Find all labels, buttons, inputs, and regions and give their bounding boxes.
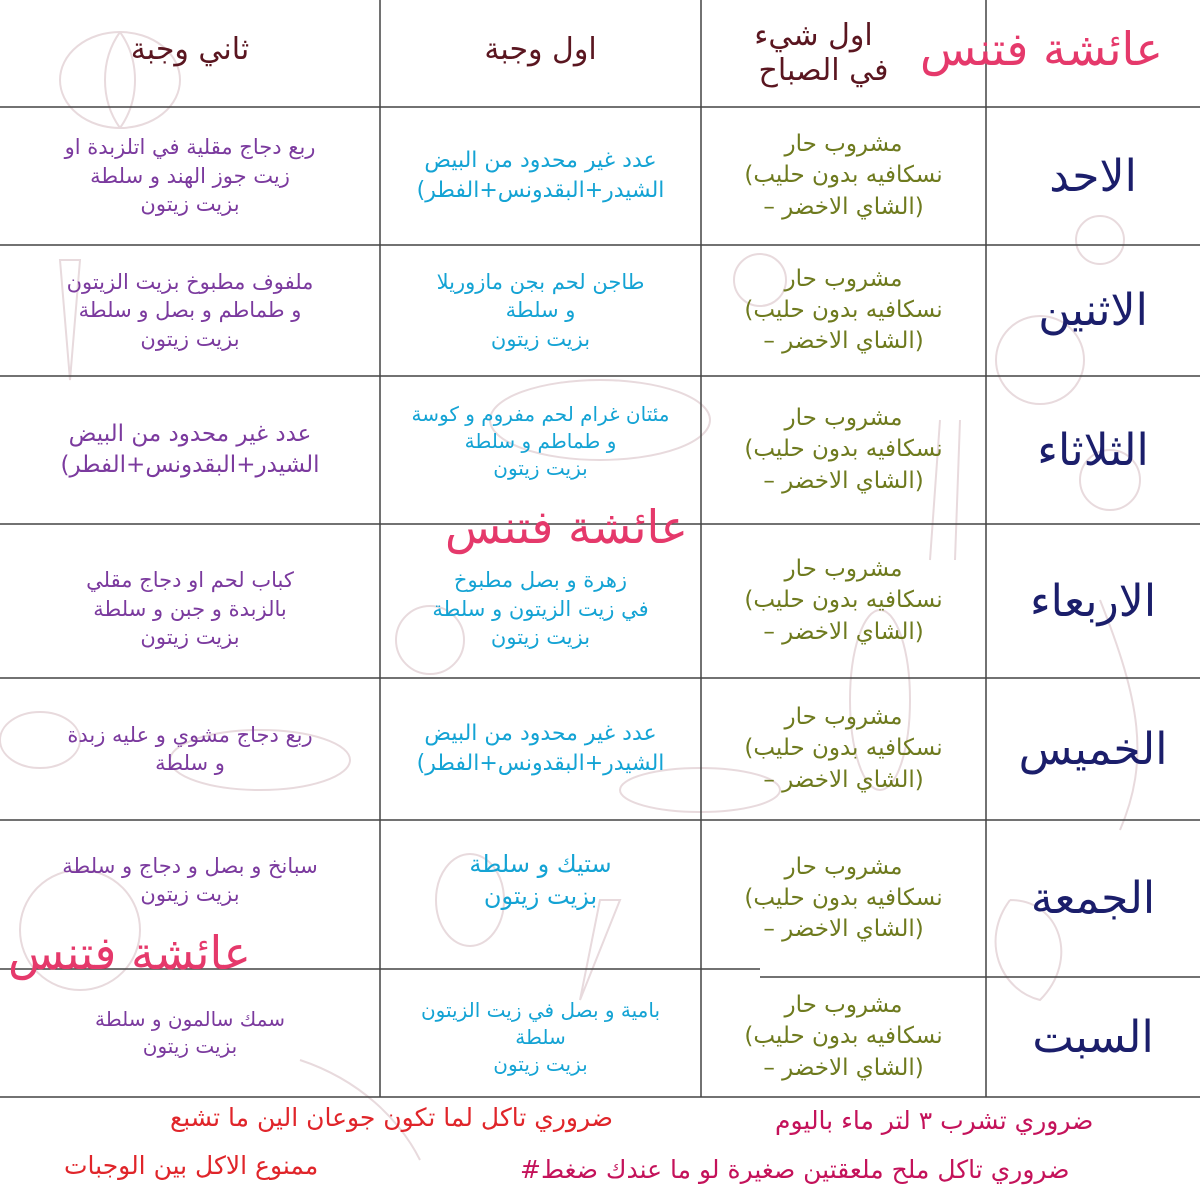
meal-line: زيت جوز الهند و سلطة <box>90 163 290 188</box>
header-morning-line: في الصباح <box>758 52 889 88</box>
meal-line: عدد غير محدود من البيض <box>424 148 657 174</box>
meal-line: بامية و بصل في زيت الزيتون <box>420 997 661 1022</box>
day-name: الاربعاء <box>1029 575 1157 627</box>
meal-line: الشيدر+البقدونس+الفطر) <box>60 452 320 478</box>
first-meal-sunday <box>380 107 701 245</box>
morning-line: مشروب حار <box>784 992 903 1019</box>
brand-logo-middle: عائشة فتنس <box>445 500 688 554</box>
meal-line: بزيت زيتون <box>493 455 588 480</box>
note-eat-when-hungry: ضروري تاكل لما تكون جوعان الين ما تشبع <box>170 1103 614 1132</box>
day-name: الخميس <box>1018 723 1168 775</box>
morning-line: (الشاي الاخضر – <box>763 916 924 943</box>
first-meal-thursday <box>380 678 701 820</box>
morning-line: مشروب حار <box>784 405 903 432</box>
meal-line: و سلطة <box>155 751 225 775</box>
morning-drink-sunday <box>701 107 986 245</box>
header-second-meal <box>0 0 380 100</box>
header-second-meal-label: ثاني وجبة <box>130 31 250 67</box>
meal-line: و طماطم و بصل و سلطة <box>78 298 302 323</box>
meal-line: سمك سالمون و سلطة <box>95 1007 285 1031</box>
first-meal-friday <box>380 820 701 940</box>
morning-line: مشروب حار <box>784 556 903 583</box>
morning-drink-thursday <box>701 678 986 820</box>
day-name-sunday <box>986 107 1200 245</box>
meal-line: عدد غير محدود من البيض <box>424 721 657 747</box>
morning-line: (الشاي الاخضر – <box>763 193 924 220</box>
first-meal-monday <box>380 245 701 376</box>
meal-line: ربع دجاج مقلية في اتلزبدة او <box>64 135 316 160</box>
second-meal-friday <box>0 820 380 940</box>
meal-line: بزيت زيتون <box>140 192 240 217</box>
meal-line: كباب لحم او دجاج مقلي <box>86 568 294 593</box>
day-name-tuesday <box>986 376 1200 524</box>
header-morning-line: اول شيء <box>754 18 873 53</box>
morning-line: نسكافيه بدون حليب) <box>744 1023 943 1050</box>
meal-line: بزيت زيتون <box>142 1034 238 1058</box>
morning-line: نسكافيه بدون حليب) <box>744 162 943 189</box>
morning-line: نسكافيه بدون حليب) <box>744 884 943 911</box>
meal-line: بزيت زيتون <box>490 625 591 650</box>
meal-line: عدد غير محدود من البيض <box>68 420 312 447</box>
morning-line: مشروب حار <box>784 265 903 292</box>
morning-line: مشروب حار <box>784 704 903 731</box>
meal-line: بزيت زيتون <box>140 882 240 906</box>
meal-line: و طماطم و سلطة <box>464 428 617 453</box>
second-meal-monday <box>0 245 380 376</box>
meal-line: بزيت زيتون <box>140 625 240 650</box>
day-name: الجمعة <box>1030 873 1156 924</box>
brand-logo-top: عائشة فتنس <box>920 22 1163 76</box>
meal-line: بزيت زيتون <box>490 326 591 351</box>
morning-line: (الشاي الاخضر – <box>763 1054 924 1081</box>
meal-line: زهرة و بصل مطبوخ <box>453 568 628 593</box>
day-name: الاثنين <box>1038 285 1148 336</box>
second-meal-tuesday <box>0 376 380 524</box>
day-name: الاحد <box>1049 150 1137 202</box>
meal-line: في زيت الزيتون و سلطة <box>432 596 649 621</box>
note-salt: ضروري تاكل ملح ملعقتين صغيرة لو ما عندك ضغط# <box>520 1155 1070 1184</box>
first-meal-tuesday <box>380 376 701 506</box>
morning-drink-friday <box>701 820 986 977</box>
morning-line: مشروب حار <box>784 853 903 880</box>
header-first-meal <box>380 0 701 100</box>
meal-line: بالزبدة و جبن و سلطة <box>93 596 287 621</box>
brand-logo-bottom: عائشة فتنس <box>8 926 251 980</box>
second-meal-wednesday <box>0 540 380 678</box>
day-name-friday <box>986 820 1200 977</box>
day-name-monday <box>986 245 1200 376</box>
day-name: السبت <box>1032 1011 1154 1063</box>
meal-line: ربع دجاج مشوي و عليه زبدة <box>67 722 313 747</box>
meal-line: و سلطة <box>505 298 576 323</box>
first-meal-saturday <box>380 977 701 1097</box>
meal-line: ستيك و سلطة <box>469 849 612 878</box>
morning-line: نسكافيه بدون حليب) <box>744 587 943 614</box>
morning-line: مشروب حار <box>784 131 903 158</box>
morning-drink-saturday <box>701 977 986 1097</box>
morning-line: (الشاي الاخضر – <box>763 467 924 494</box>
meal-line: بزيت زيتون <box>493 1051 588 1076</box>
meal-line: الشيدر+البقدونس+الفطر) <box>416 178 665 203</box>
meal-line: مئتان غرام لحم مفروم و كوسة <box>411 401 670 426</box>
morning-drink-monday <box>701 245 986 376</box>
day-name-wednesday <box>986 524 1200 678</box>
meal-line: بزيت زيتون <box>140 326 240 351</box>
morning-drink-tuesday <box>701 376 986 524</box>
morning-line: (الشاي الاخضر – <box>763 618 924 645</box>
morning-line: (الشاي الاخضر – <box>763 766 924 793</box>
second-meal-sunday <box>0 107 380 245</box>
morning-line: نسكافيه بدون حليب) <box>744 735 943 762</box>
second-meal-saturday <box>0 969 380 1097</box>
morning-line: نسكافيه بدون حليب) <box>744 436 943 463</box>
meal-line: سبانخ و بصل و دجاج و سلطة <box>62 853 318 878</box>
second-meal-thursday <box>0 678 380 820</box>
day-name-saturday <box>986 977 1200 1097</box>
header-first-meal-label: اول وجبة <box>484 31 597 67</box>
note-no-snacking: ممنوع الاكل بين الوجبات <box>64 1151 319 1180</box>
note-drink-water: ضروري تشرب ٣ لتر ماء باليوم <box>775 1106 1094 1135</box>
meal-line: الشيدر+البقدونس+الفطر) <box>416 751 665 776</box>
meal-line: ملفوف مطبوخ بزيت الزيتون <box>66 269 314 294</box>
day-name: الثلاثاء <box>1037 424 1149 476</box>
meal-line: سلطة <box>515 1024 566 1049</box>
morning-drink-wednesday <box>701 524 986 678</box>
meal-line: بزيت زيتون <box>483 882 598 910</box>
day-name-thursday <box>986 678 1200 820</box>
morning-line: نسكافيه بدون حليب) <box>744 296 943 323</box>
meal-line: طاجن لحم بجن مازوريلا <box>436 269 645 294</box>
morning-line: (الشاي الاخضر – <box>763 328 924 355</box>
first-meal-wednesday <box>380 540 701 678</box>
